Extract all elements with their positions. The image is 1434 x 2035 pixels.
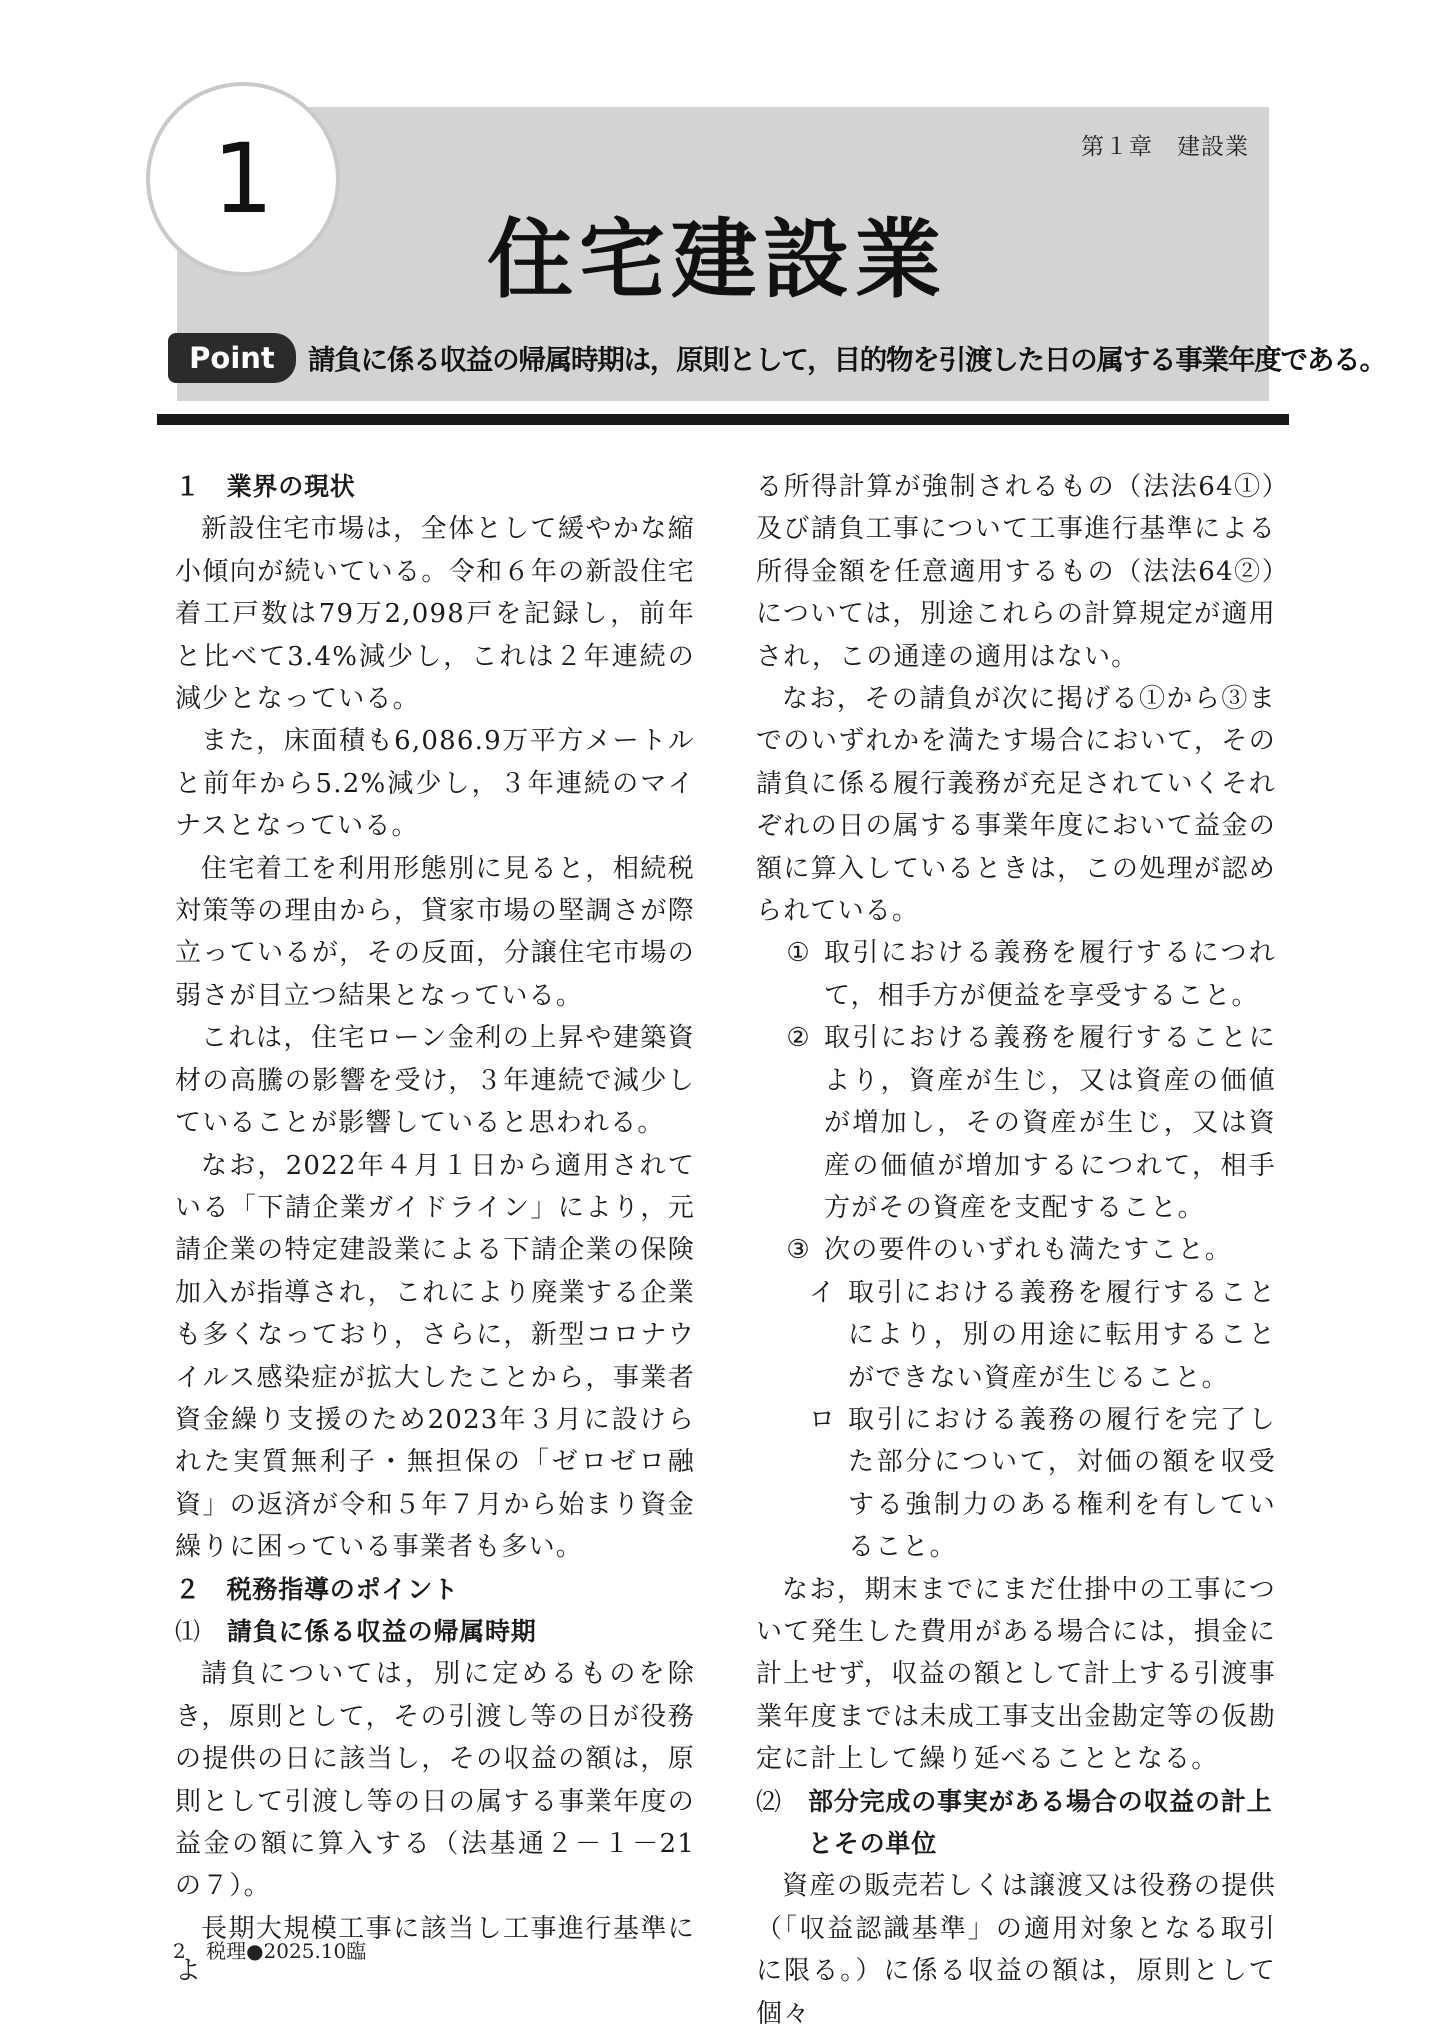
list-item-text: 取引における義務を履行することにより，資産が生じ，又は資産の価値が増加し，その資産が生じ，又は資産の価値が増加するにつれて，相手方がその資産を支配すること。 — [824, 1023, 1276, 1223]
journal-name: 税理●2025.10臨 — [206, 1939, 367, 1963]
header-divider — [157, 414, 1289, 425]
subsection-heading-partial-completion — [756, 1781, 1276, 1866]
list-item — [756, 1017, 1276, 1229]
paragraph: 請負については，別に定めるものを除き，原則として，その引渡し等の日が役務の提供の日に該当し，その収益の額は，原則として引渡し等の日の属する事業年度の益金の額に算入する（法基通２－１－21の７）。 — [175, 1659, 695, 1902]
paragraph: 新設住宅市場は，全体として緩やかな縮小傾向が続いている。令和６年の新設住宅着工戸数は79万2,098戸を記録し，前年と比べて3.4%減少し，これは２年連続の減少となっている。 — [175, 514, 695, 715]
page-footer — [173, 1935, 366, 1964]
list-marker: ② — [786, 1023, 810, 1054]
paragraph: 住宅着工を利用形態別に見ると，相続税対策等の理由から，貸家市場の堅調さが際立っているが，その反面，分譲住宅市場の弱さが目立つ結果となっている。 — [175, 853, 695, 1011]
chapter-label: 第１章 建設業 — [1081, 134, 1249, 160]
list-item-text: 取引における義務を履行するにつれて，相手方が便益を享受すること。 — [824, 938, 1276, 1011]
chapter-number-circle: 1 — [146, 82, 340, 276]
paragraph: 長期大規模工事に該当し工事進行基準によ — [175, 1913, 695, 1987]
list-item — [756, 1229, 1276, 1271]
list-marker: イ — [808, 1277, 835, 1308]
paragraph: また，床面積も6,086.9万平方メートルと前年から5.2%減少し，３年連続のマイナスとなっている。 — [175, 726, 695, 842]
section-heading-tax-guidance: ２ 税務指導のポイント — [175, 1574, 459, 1604]
list-item-text: 次の要件のいずれも満たすこと。 — [824, 1235, 1233, 1266]
page-title: 住宅建設業 — [487, 210, 947, 310]
list-item — [756, 932, 1276, 1017]
list-marker: ロ — [808, 1404, 835, 1435]
paragraph: る所得計算が強制されるもの（法法64①）及び請負工事について工事進行基準による所得金額を任意適用するもの（法法64②）については，別途これらの計算規定が適用され，この通達の適用はない。 — [756, 472, 1276, 672]
right-column — [756, 466, 1276, 2035]
section-heading-industry: １ 業界の現状 — [175, 472, 356, 501]
left-column — [175, 466, 695, 1993]
paragraph: なお，その請負が次に掲げる①から③までのいずれかを満たす場合において，その請負に係る履行義務が充足されていくそれぞれの日の属する事業年度において益金の額に算入しているときは，この処理が認められている。 — [756, 684, 1276, 927]
page-number: 2 — [173, 1939, 186, 1963]
subsection-number: ⑴ — [175, 1616, 201, 1646]
list-item-text: 取引における義務を履行することにより，別の用途に転用することができない資産が生じること。 — [848, 1277, 1276, 1393]
list-marker: ③ — [786, 1235, 810, 1266]
paragraph: なお，期末までにまだ仕掛中の工事について発生した費用がある場合には，損金に計上せず，収益の額として計上する引渡事業年度までは未成工事支出金勘定等の仮勘定に計上して繰り延べることとなる。 — [756, 1574, 1276, 1775]
list-item-text: 取引における義務の履行を完了した部分について，対価の額を収受する強制力のある権利を有していること。 — [848, 1404, 1276, 1563]
subsection-heading-revenue-timing — [175, 1611, 695, 1653]
paragraph: 資産の販売若しくは譲渡又は役務の提供（「収益認識基準」の適用対象となる取引に限る。）に係る収益の額は，原則として個々 — [756, 1871, 1276, 2029]
paragraph: これは，住宅ローン金利の上昇や建築資材の高騰の影響を受け，３年連続で減少していることが影響していると思われる。 — [175, 1023, 695, 1139]
paragraph: なお，2022年４月１日から適用されている「下請企業ガイドライン」により，元請企業の特定建設業による下請企業の保険加入が指導され，これにより廃業する企業も多くなっており，さらに，新型コロナウイルス感染症が拡大したことから，事業者資金繰り支援のため2023年３月に設けられた実質無利子・無担保の「ゼロゼロ融資」の返済が令和５年７月から始まり資金繰りに困っている事業者も多い。 — [175, 1150, 695, 1563]
subsection-title: 部分完成の事実がある場合の収益の計上とその単位 — [808, 1786, 1273, 1858]
point-badge: Point — [168, 333, 296, 383]
list-marker: ① — [786, 938, 810, 969]
point-text: 請負に係る収益の帰属時期は，原則として，目的物を引渡した日の属する事業年度である。 — [308, 344, 1386, 376]
subsection-title: 請負に係る収益の帰属時期 — [227, 1616, 537, 1646]
subsection-number: ⑵ — [756, 1786, 782, 1816]
sub-list-item — [756, 1272, 1276, 1399]
sub-list-item — [756, 1399, 1276, 1569]
